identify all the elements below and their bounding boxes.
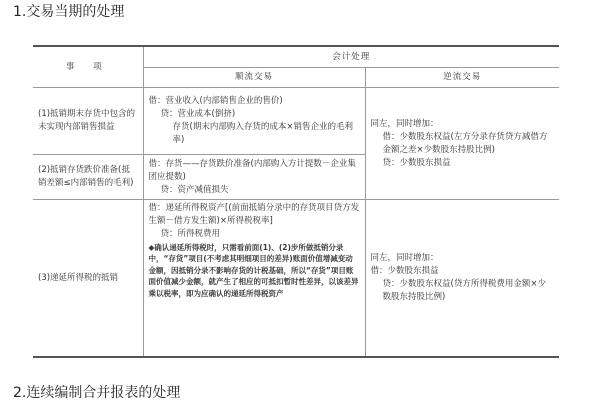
header-downstream: 顺流交易 <box>143 68 365 88</box>
downstream-cell <box>143 200 365 358</box>
entry-line: 同左，同时增加： <box>370 253 439 263</box>
table-row <box>33 88 559 155</box>
matter-cell: (2)抵销存货跌价准备(抵销差额≤内部销售的毛利) <box>33 155 143 200</box>
entry-line: 借：少数股东损益 <box>370 266 439 276</box>
matter-cell: (3)递延所得税的抵销 <box>33 200 143 358</box>
entry-line: 借：少数股东权益(左方分录存货贷方减借方金额之差×少数股东持股比例) <box>382 131 548 155</box>
header-matter: 事 项 <box>33 46 143 88</box>
entry-line: 同左，同时增加： <box>370 118 439 129</box>
entry-line: 借：递延所得税资产[(前面抵销分录中的存货项目贷方发生额－借方发生额)×所得税税率] <box>148 203 360 226</box>
deferred-tax-note: ◆确认递延所得税时，只需看前面(1)、(2)步所做抵销分录中，“存货”项目(不考虑其明细项目的差异)账面价值增减变动金额，因抵销分录不影响存货的计税基础，所以“存货”项目账面价值减少金额，就产生了相应的可抵扣暂时性差异，以该差异乘以税率，即为应确认的递延所得税资产 <box>148 243 359 298</box>
entry-line: 贷：营业成本(倒挤) <box>160 109 236 119</box>
section-heading-current-period: 1.交易当期的处理 <box>13 4 125 20</box>
section-heading-consecutive-periods: 2.连续编制合并报表的处理 <box>13 385 181 401</box>
header-upstream: 逆流交易 <box>365 68 559 88</box>
table-header-row <box>33 46 559 68</box>
upstream-cell <box>365 88 559 200</box>
entry-line: 贷：少数股东损益 <box>382 157 451 168</box>
entry-line: 贷：少数股东权益(贷方所得税费用金额×少数股东持股比例) <box>382 279 546 302</box>
entry-line: 贷：所得税费用 <box>160 229 221 239</box>
header-accounting: 会计处理 <box>143 46 559 68</box>
upstream-cell <box>365 200 559 358</box>
downstream-cell <box>143 88 365 155</box>
downstream-cell <box>143 155 365 200</box>
entry-line: 借：营业收入(内部销售企业的售价) <box>148 96 283 106</box>
matter-cell: (1)抵销期末存货中包含的未实现内部销售损益 <box>33 88 143 155</box>
entry-line: 存货(期末内部购入存货的成本×销售企业的毛利率) <box>172 122 353 145</box>
entry-line: 贷：资产减值损失 <box>160 184 229 195</box>
table-row <box>33 200 559 358</box>
accounting-treatment-table <box>33 45 559 358</box>
entry-line: 借：存货——存货跌价准备(内部购入方计提数－企业集团应提数) <box>148 158 356 182</box>
